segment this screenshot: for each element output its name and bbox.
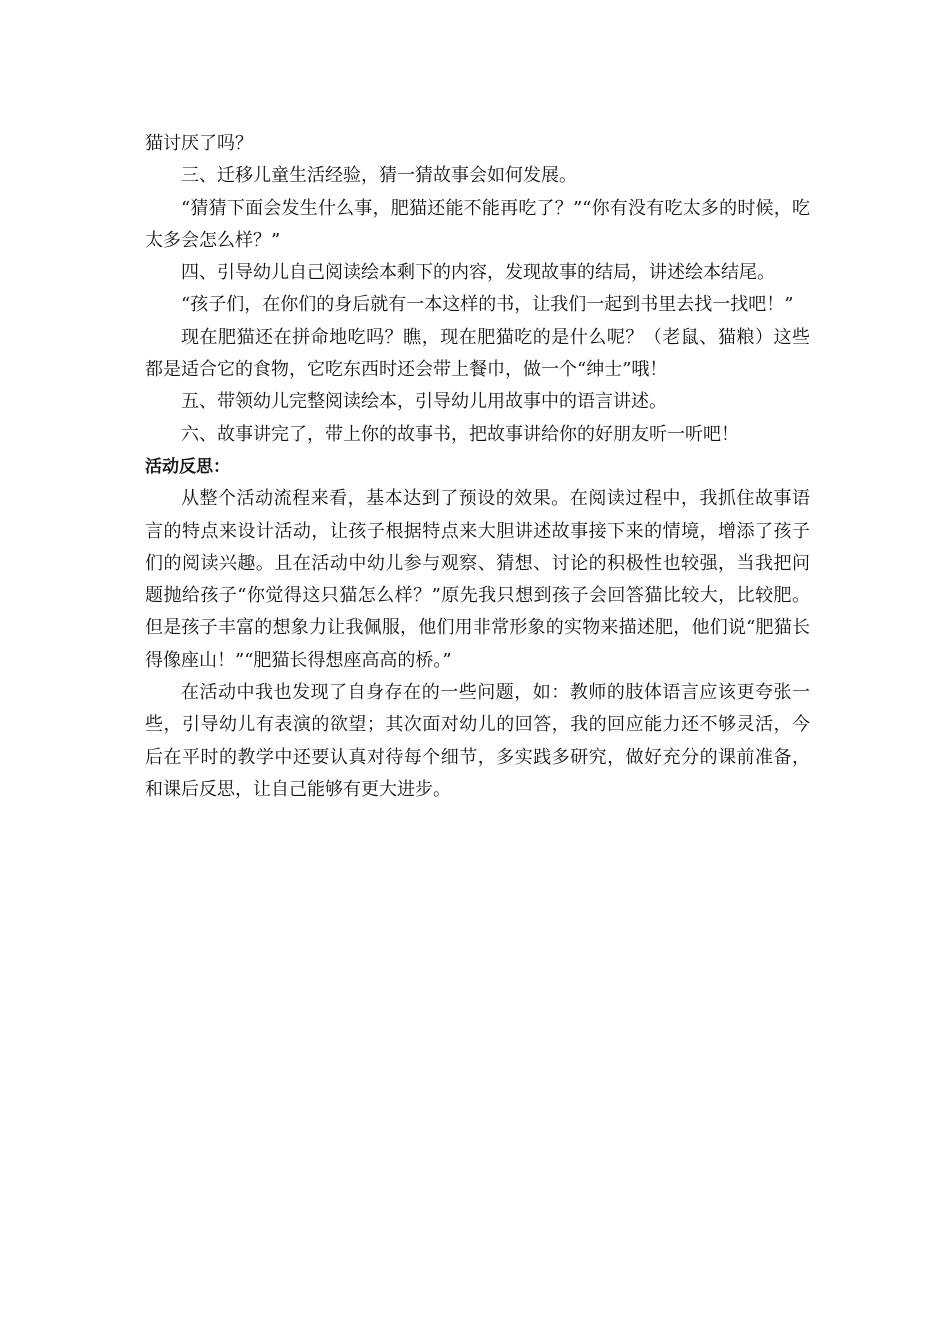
paragraph-fat-cat-now: 现在肥猫还在拼命地吃吗？瞧，现在肥猫吃的是什么呢？（老鼠、猫粮）这些都是适合它的食物，它吃东西时还会带上餐巾，做一个“绅士”哦！ [145,326,810,381]
paragraph-step-six: 六、故事讲完了，带上你的故事书，把故事讲给你的好朋友听一听吧！ [181,423,739,445]
paragraph-reflection-problems: 在活动中我也发现了自身存在的一些问题，如：教师的肢体语言应该更夸张一些，引导幼儿有表演的欲望；其次面对幼儿的回答，我的回应能力还不够灵活，今后在平时的教学中还要认真对待每个细节，多实践多研究，做好充分的课前准备，和课后反思，让自己能够有更大进步。 [145,682,810,800]
paragraph-step-three: 三、迁移儿童生活经验，猜一猜故事会如何发展。 [181,165,577,187]
paragraph-find-book: “孩子们，在你们的身后就有一本这样的书，让我们一起到书里去找一找吧！” [181,294,794,316]
document-body [145,128,810,806]
reflection-heading: 活动反思： [145,456,230,477]
paragraph-guess-questions: “猜猜下面会发生什么事，肥猫还能不能再吃了？”“你有没有吃太多的时候，吃太多会怎么样？” [145,197,810,251]
paragraph-reflection-effect: 从整个活动流程来看，基本达到了预设的效果。在阅读过程中，我抓住故事语言的特点来设计活动，让孩子根据特点来大胆讲述故事接下来的情境，增添了孩子们的阅读兴趣。且在活动中幼儿参与观察、猜想、讨论的积极性也较强，当我把问题抛给孩子“你觉得这只猫怎么样？”原先我只想到孩子会回答猫比较大，比较肥。但是孩子丰富的想象力让我佩服，他们用非常形象的实物来描述肥，他们说“肥猫长得像座山！”“肥猫长得想座高高的桥。” [145,488,810,671]
paragraph-continuation: 猫讨厌了吗？ [145,133,253,154]
paragraph-step-four: 四、引导幼儿自己阅读绘本剩下的内容，发现故事的结局，讲述绘本结尾。 [181,262,775,284]
paragraph-step-five: 五、带领幼儿完整阅读绘本，引导幼儿用故事中的语言讲述。 [181,391,667,413]
